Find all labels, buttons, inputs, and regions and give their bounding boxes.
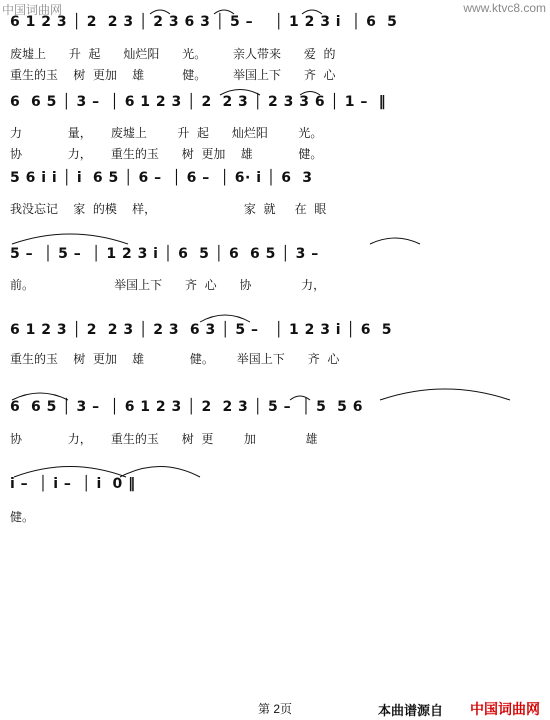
lyric-line: 废墟上 升 起 灿烂阳 光。 亲人带来 爱 的	[10, 47, 336, 61]
lyric-line: 重生的玉 树 更加 雄 健。 举国上下 齐 心	[10, 352, 340, 366]
notation-line: 6 1 2 3 │ 2 2 3 │ 2 3 6 3 │ 5 – │ 1 2 3 i │ 6 5	[10, 14, 398, 30]
lyric-line: 协 力， 重生的玉 树 更加 雄 健。	[10, 147, 323, 161]
lyric-line: 协 力， 重生的玉 树 更 加 雄	[10, 432, 318, 446]
notation-line: 6 6 5 │ 3 – │ 6 1 2 3 │ 2 2 3 │ 5 – │ 5 5 6	[10, 399, 363, 415]
notation-line: 5 – │ 5 – │ 1 2 3 i │ 6 5 │ 6 6 5 │ 3 –	[10, 246, 319, 262]
page-number: 第 2页	[258, 702, 293, 716]
lyric-line: 前。 举国上下 齐 心 协 力，	[10, 278, 326, 292]
watermark-left: 中国词曲网	[2, 3, 63, 17]
lyric-line: 重生的玉 树 更加 雄 健。 举国上下 齐 心	[10, 68, 336, 82]
notation-line: 6 6 5 │ 3 – │ 6 1 2 3 │ 2 2 3 │ 2 3 3 6 │ 1 – ‖	[10, 94, 387, 110]
score-system-2	[10, 92, 540, 112]
source-label: 本曲谱源自	[378, 703, 444, 718]
lyric-line: 力 量， 废墟上 升 起 灿烂阳 光。	[10, 126, 323, 140]
slur	[12, 234, 128, 244]
watermark-right: www.ktvc8.com	[463, 1, 546, 15]
notation-line: i – │ i – │ i 0 ‖	[10, 476, 136, 492]
lyric-line: 健。	[10, 510, 35, 524]
score-system-1	[10, 12, 540, 32]
lyric-line: 我没忘记 家 的模 样， 家 就 在 眼	[10, 202, 327, 216]
score-system-5	[10, 320, 540, 340]
notation-line: 6 1 2 3 │ 2 2 3 │ 2 3 6 3 │ 5 – │ 1 2 3 i │ 6 5	[10, 322, 393, 338]
notation-line: 5 6 i i │ i 6 5 │ 6 – │ 6 – │ 6· i │ 6 3	[10, 170, 313, 186]
brand-logo-text[interactable]: 中国词曲网	[470, 701, 540, 717]
score-system-7	[10, 474, 540, 494]
score-system-6	[10, 397, 540, 417]
score-system-3	[10, 168, 540, 188]
score-system-4	[10, 244, 540, 264]
